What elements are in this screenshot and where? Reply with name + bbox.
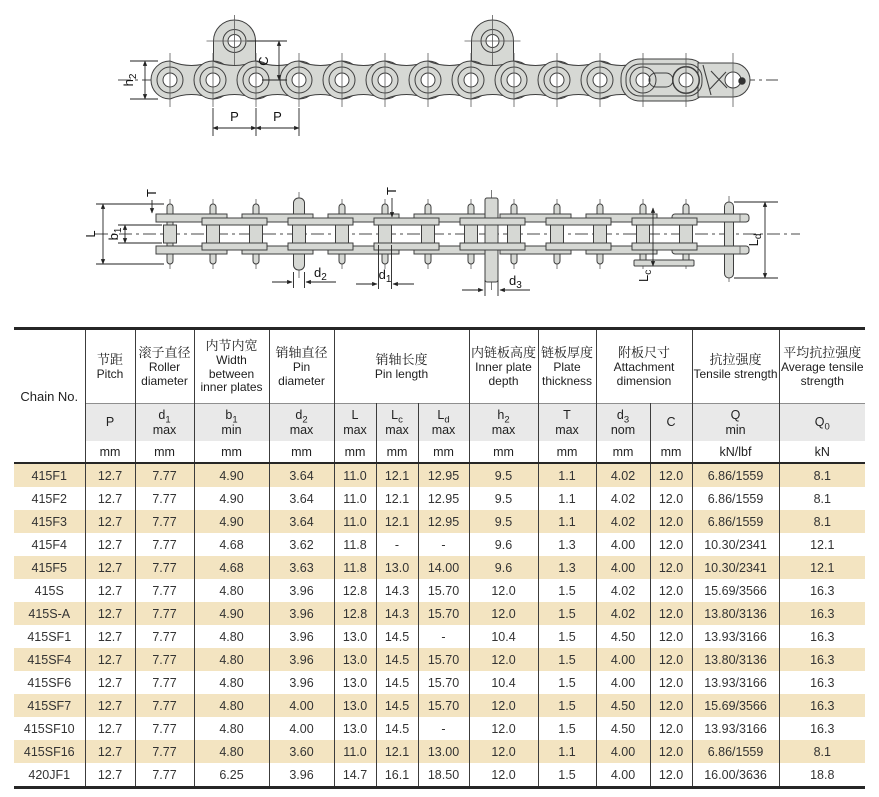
value-cell: 13.80/3136	[692, 602, 779, 625]
table-body	[14, 463, 865, 788]
value-cell: 1.5	[538, 671, 596, 694]
value-cell: 4.00	[596, 533, 650, 556]
value-cell: 4.00	[596, 763, 650, 788]
value-cell: 18.50	[418, 763, 469, 788]
chain-no-cell: 415SF10	[14, 717, 85, 740]
dim-label-P: P	[273, 109, 282, 124]
attachment-pin-d3	[485, 198, 498, 282]
value-cell: 12.0	[469, 602, 538, 625]
value-cell: 13.0	[334, 717, 376, 740]
dimension-Ld	[734, 202, 778, 278]
value-cell: 12.0	[650, 556, 692, 579]
chain-no-cell: 415SF1	[14, 625, 85, 648]
value-cell: 13.00	[418, 740, 469, 763]
cotter-plate	[634, 260, 694, 266]
unit-cell: mm	[596, 441, 650, 463]
value-cell: 12.1	[376, 463, 418, 487]
value-cell: 3.62	[269, 533, 334, 556]
value-cell: 12.7	[85, 556, 135, 579]
value-cell: 4.90	[194, 463, 269, 487]
value-cell: 14.5	[376, 671, 418, 694]
value-cell: 3.64	[269, 463, 334, 487]
value-cell: 12.7	[85, 648, 135, 671]
value-cell: 10.4	[469, 625, 538, 648]
value-cell: 4.68	[194, 556, 269, 579]
value-cell: 16.3	[779, 717, 865, 740]
value-cell: 7.77	[135, 763, 194, 788]
value-cell: 1.1	[538, 487, 596, 510]
dim-label-L: L	[83, 230, 98, 238]
value-cell: 4.00	[596, 648, 650, 671]
unit-cell: mm	[376, 441, 418, 463]
value-cell: 7.77	[135, 602, 194, 625]
value-cell: 15.70	[418, 694, 469, 717]
chain-no-cell: 415S-A	[14, 602, 85, 625]
dim-label-b1: $b_1$	[106, 227, 124, 241]
value-cell: 15.70	[418, 602, 469, 625]
value-cell: 12.1	[376, 510, 418, 533]
value-cell: 12.7	[85, 740, 135, 763]
col-group-plate-thickness: 链板厚度 Plate thickness	[538, 329, 596, 404]
value-cell: 15.70	[418, 579, 469, 602]
value-cell: 12.0	[469, 763, 538, 788]
table-row	[14, 487, 865, 510]
value-cell: -	[418, 533, 469, 556]
chain-no-cell: 415S	[14, 579, 85, 602]
value-cell: 7.77	[135, 694, 194, 717]
dim-label-Ld: $L_d$	[746, 233, 764, 247]
table-row	[14, 602, 865, 625]
chain-spec-table	[14, 327, 865, 789]
value-cell: 12.0	[650, 648, 692, 671]
value-cell: 4.80	[194, 671, 269, 694]
table-row	[14, 533, 865, 556]
value-cell: 7.77	[135, 579, 194, 602]
value-cell: 1.5	[538, 694, 596, 717]
value-cell: 12.0	[650, 694, 692, 717]
value-cell: 14.5	[376, 648, 418, 671]
value-cell: 15.69/3566	[692, 579, 779, 602]
symbol-d1: $d_1$ max	[135, 404, 194, 442]
dim-label-h2: $h_2$	[121, 73, 139, 87]
value-cell: 1.1	[538, 740, 596, 763]
value-cell: 10.30/2341	[692, 556, 779, 579]
col-group-pin-length: 销轴长度 Pin length	[334, 329, 469, 404]
value-cell: 12.0	[650, 763, 692, 788]
value-cell: 13.0	[376, 556, 418, 579]
value-cell: 12.0	[650, 533, 692, 556]
value-cell: 12.7	[85, 533, 135, 556]
symbol-d2: $d_2$ max	[269, 404, 334, 442]
dim-label-d1: $d_1$	[378, 267, 392, 285]
value-cell: 3.60	[269, 740, 334, 763]
value-cell: 7.77	[135, 717, 194, 740]
chain-no-cell: 420JF1	[14, 763, 85, 788]
value-cell: 16.3	[779, 579, 865, 602]
value-cell: 12.0	[650, 625, 692, 648]
value-cell: 14.3	[376, 579, 418, 602]
value-cell: 4.02	[596, 510, 650, 533]
value-cell: 12.7	[85, 487, 135, 510]
value-cell: 8.1	[779, 463, 865, 487]
value-cell: 10.30/2341	[692, 533, 779, 556]
chain-no-cell: 415F1	[14, 463, 85, 487]
value-cell: 4.50	[596, 625, 650, 648]
value-cell: 11.8	[334, 556, 376, 579]
value-cell: 9.6	[469, 533, 538, 556]
value-cell: -	[376, 533, 418, 556]
value-cell: 12.8	[334, 602, 376, 625]
value-cell: 4.80	[194, 625, 269, 648]
header-group-row	[14, 329, 865, 404]
unit-cell: mm	[135, 441, 194, 463]
unit-cell: mm	[269, 441, 334, 463]
value-cell: 9.6	[469, 556, 538, 579]
value-cell: 13.93/3166	[692, 671, 779, 694]
value-cell: 12.1	[779, 556, 865, 579]
value-cell: 12.0	[469, 740, 538, 763]
value-cell: 12.0	[650, 671, 692, 694]
value-cell: 1.3	[538, 533, 596, 556]
value-cell: 12.7	[85, 694, 135, 717]
value-cell: 16.3	[779, 648, 865, 671]
value-cell: 16.3	[779, 671, 865, 694]
value-cell: 13.80/3136	[692, 648, 779, 671]
value-cell: 1.5	[538, 625, 596, 648]
value-cell: 12.0	[469, 694, 538, 717]
value-cell: 1.5	[538, 602, 596, 625]
value-cell: 7.77	[135, 671, 194, 694]
value-cell: 11.0	[334, 463, 376, 487]
symbol-P: P	[85, 404, 135, 442]
value-cell: 14.00	[418, 556, 469, 579]
dim-label-P: P	[230, 109, 239, 124]
value-cell: 4.80	[194, 740, 269, 763]
chain-no-header: Chain No.	[14, 329, 85, 464]
chain-no-cell: 415SF4	[14, 648, 85, 671]
chain-no-cell: 415SF6	[14, 671, 85, 694]
value-cell: 13.0	[334, 625, 376, 648]
dim-label-T: T	[144, 189, 159, 197]
col-group-inner-plate-depth: 内链板高度 Inner plate depth	[469, 329, 538, 404]
value-cell: 4.90	[194, 487, 269, 510]
value-cell: 4.50	[596, 694, 650, 717]
value-cell: 15.70	[418, 648, 469, 671]
value-cell: 11.0	[334, 740, 376, 763]
value-cell: 12.7	[85, 510, 135, 533]
value-cell: 12.95	[418, 463, 469, 487]
value-cell: 4.00	[269, 717, 334, 740]
value-cell: 1.5	[538, 579, 596, 602]
value-cell: 4.90	[194, 602, 269, 625]
value-cell: 4.02	[596, 487, 650, 510]
dim-label-C: C	[256, 56, 271, 66]
symbol-Ld: $L_d$ max	[418, 404, 469, 442]
table-row	[14, 694, 865, 717]
symbol-b1: $b_1$ min	[194, 404, 269, 442]
value-cell: 13.0	[334, 671, 376, 694]
value-cell: 12.7	[85, 579, 135, 602]
unit-cell: mm	[650, 441, 692, 463]
value-cell: 4.00	[596, 671, 650, 694]
value-cell: 12.0	[650, 487, 692, 510]
header-symbol-row	[14, 404, 865, 442]
value-cell: 12.0	[650, 717, 692, 740]
value-cell: 12.0	[469, 717, 538, 740]
value-cell: 12.0	[650, 740, 692, 763]
value-cell: 4.80	[194, 694, 269, 717]
table-row	[14, 556, 865, 579]
value-cell: 8.1	[779, 510, 865, 533]
value-cell: 7.77	[135, 556, 194, 579]
value-cell: 7.77	[135, 740, 194, 763]
value-cell: 7.77	[135, 648, 194, 671]
symbol-Lc: $L_c$ max	[376, 404, 418, 442]
col-group-average-tensile-strength: 平均抗拉强度 Average tensile strength	[779, 329, 865, 404]
chain-no-cell: 415SF16	[14, 740, 85, 763]
value-cell: 7.77	[135, 533, 194, 556]
unit-cell: mm	[334, 441, 376, 463]
value-cell: 10.4	[469, 671, 538, 694]
symbol-h2: $h_2$ max	[469, 404, 538, 442]
value-cell: 3.96	[269, 625, 334, 648]
value-cell: 3.64	[269, 487, 334, 510]
col-group-roller-diameter: 滚子直径 Roller diameter	[135, 329, 194, 404]
value-cell: 6.86/1559	[692, 740, 779, 763]
value-cell: 4.50	[596, 717, 650, 740]
unit-cell: kN	[779, 441, 865, 463]
symbol-T: T max	[538, 404, 596, 442]
value-cell: 4.00	[596, 556, 650, 579]
chain-no-cell: 415F2	[14, 487, 85, 510]
col-group-tensile-strength: 抗拉强度 Tensile strength	[692, 329, 779, 404]
value-cell: 4.02	[596, 463, 650, 487]
table-row	[14, 463, 865, 487]
chain-no-cell: 415SF7	[14, 694, 85, 717]
value-cell: 12.0	[650, 510, 692, 533]
unit-cell: mm	[469, 441, 538, 463]
value-cell: 4.68	[194, 533, 269, 556]
value-cell: 3.96	[269, 763, 334, 788]
value-cell: 9.5	[469, 487, 538, 510]
value-cell: 7.77	[135, 487, 194, 510]
value-cell: 9.5	[469, 463, 538, 487]
unit-cell: mm	[418, 441, 469, 463]
value-cell: 1.1	[538, 510, 596, 533]
chain-side-view-diagram	[0, 0, 879, 162]
value-cell: 3.63	[269, 556, 334, 579]
value-cell: 16.00/3636	[692, 763, 779, 788]
value-cell: 18.8	[779, 763, 865, 788]
symbol-Q0: $Q_0$	[779, 404, 865, 442]
value-cell: 8.1	[779, 740, 865, 763]
table-row	[14, 763, 865, 788]
value-cell: 12.1	[376, 740, 418, 763]
value-cell: 1.5	[538, 648, 596, 671]
value-cell: 1.5	[538, 717, 596, 740]
table-row	[14, 717, 865, 740]
value-cell: 16.1	[376, 763, 418, 788]
value-cell: 13.0	[334, 694, 376, 717]
unit-cell: mm	[85, 441, 135, 463]
dim-label-d2: $d_2$	[314, 265, 327, 283]
value-cell: 14.7	[334, 763, 376, 788]
unit-cell: mm	[194, 441, 269, 463]
value-cell: 3.96	[269, 602, 334, 625]
value-cell: 12.0	[650, 602, 692, 625]
value-cell: 7.77	[135, 510, 194, 533]
value-cell: 13.0	[334, 648, 376, 671]
value-cell: -	[418, 625, 469, 648]
dimension-d2	[272, 265, 336, 288]
value-cell: 7.77	[135, 625, 194, 648]
value-cell: 14.3	[376, 602, 418, 625]
value-cell: 3.64	[269, 510, 334, 533]
dimension-P	[213, 108, 299, 136]
value-cell: 6.86/1559	[692, 510, 779, 533]
value-cell: 12.7	[85, 717, 135, 740]
col-group-inner-width: 内节内宽 Width between inner plates	[194, 329, 269, 404]
value-cell: 1.3	[538, 556, 596, 579]
value-cell: 1.1	[538, 463, 596, 487]
value-cell: 15.70	[418, 671, 469, 694]
dimension-T1	[144, 189, 159, 213]
value-cell: 12.0	[650, 579, 692, 602]
value-cell: 4.02	[596, 579, 650, 602]
dim-label-Lc: $L_c$	[636, 269, 654, 282]
chain-no-cell: 415F4	[14, 533, 85, 556]
value-cell: 12.7	[85, 463, 135, 487]
symbol-Q: Q min	[692, 404, 779, 442]
value-cell: 12.7	[85, 763, 135, 788]
col-group-pin-diameter: 销轴直径 Pin diameter	[269, 329, 334, 404]
dim-label-T: T	[384, 187, 399, 195]
value-cell: 4.80	[194, 579, 269, 602]
unit-cell: mm	[538, 441, 596, 463]
value-cell: 12.1	[376, 487, 418, 510]
table-row	[14, 510, 865, 533]
value-cell: 12.8	[334, 579, 376, 602]
value-cell: 4.02	[596, 602, 650, 625]
value-cell: 7.77	[135, 463, 194, 487]
chain-no-cell: 415F5	[14, 556, 85, 579]
symbol-L: L max	[334, 404, 376, 442]
value-cell: 6.86/1559	[692, 487, 779, 510]
table-row	[14, 740, 865, 763]
table-row	[14, 625, 865, 648]
value-cell: 11.0	[334, 510, 376, 533]
table-row	[14, 648, 865, 671]
value-cell: 3.96	[269, 648, 334, 671]
value-cell: 1.5	[538, 763, 596, 788]
value-cell: 12.7	[85, 625, 135, 648]
value-cell: 11.8	[334, 533, 376, 556]
value-cell: 14.5	[376, 717, 418, 740]
value-cell: 12.0	[469, 579, 538, 602]
value-cell: 12.0	[650, 463, 692, 487]
value-cell: 12.1	[779, 533, 865, 556]
value-cell: 12.7	[85, 602, 135, 625]
value-cell: 16.3	[779, 602, 865, 625]
chain-plan-view-diagram	[0, 162, 879, 312]
value-cell: 12.95	[418, 510, 469, 533]
value-cell: -	[418, 717, 469, 740]
value-cell: 16.3	[779, 625, 865, 648]
value-cell: 12.95	[418, 487, 469, 510]
value-cell: 4.80	[194, 648, 269, 671]
table-row	[14, 671, 865, 694]
value-cell: 8.1	[779, 487, 865, 510]
col-group-pitch: 节距 Pitch	[85, 329, 135, 404]
connecting-pin	[725, 202, 734, 278]
value-cell: 9.5	[469, 510, 538, 533]
unit-cell: kN/lbf	[692, 441, 779, 463]
value-cell: 14.5	[376, 625, 418, 648]
value-cell: 4.90	[194, 510, 269, 533]
value-cell: 12.7	[85, 671, 135, 694]
value-cell: 15.69/3566	[692, 694, 779, 717]
symbol-d3: $d_3$ nom	[596, 404, 650, 442]
value-cell: 3.96	[269, 671, 334, 694]
table-row	[14, 579, 865, 602]
value-cell: 16.3	[779, 694, 865, 717]
symbol-C: C	[650, 404, 692, 442]
value-cell: 13.93/3166	[692, 717, 779, 740]
value-cell: 4.80	[194, 717, 269, 740]
value-cell: 4.00	[596, 740, 650, 763]
value-cell: 12.0	[469, 648, 538, 671]
value-cell: 14.5	[376, 694, 418, 717]
dim-label-d3: $d_3$	[509, 273, 522, 291]
value-cell: 6.25	[194, 763, 269, 788]
value-cell: 4.00	[269, 694, 334, 717]
header-unit-row	[14, 441, 865, 463]
col-group-attachment-dimension: 附板尺寸 Attachment dimension	[596, 329, 692, 404]
value-cell: 11.0	[334, 487, 376, 510]
value-cell: 13.93/3166	[692, 625, 779, 648]
value-cell: 6.86/1559	[692, 463, 779, 487]
chain-no-cell: 415F3	[14, 510, 85, 533]
value-cell: 3.96	[269, 579, 334, 602]
